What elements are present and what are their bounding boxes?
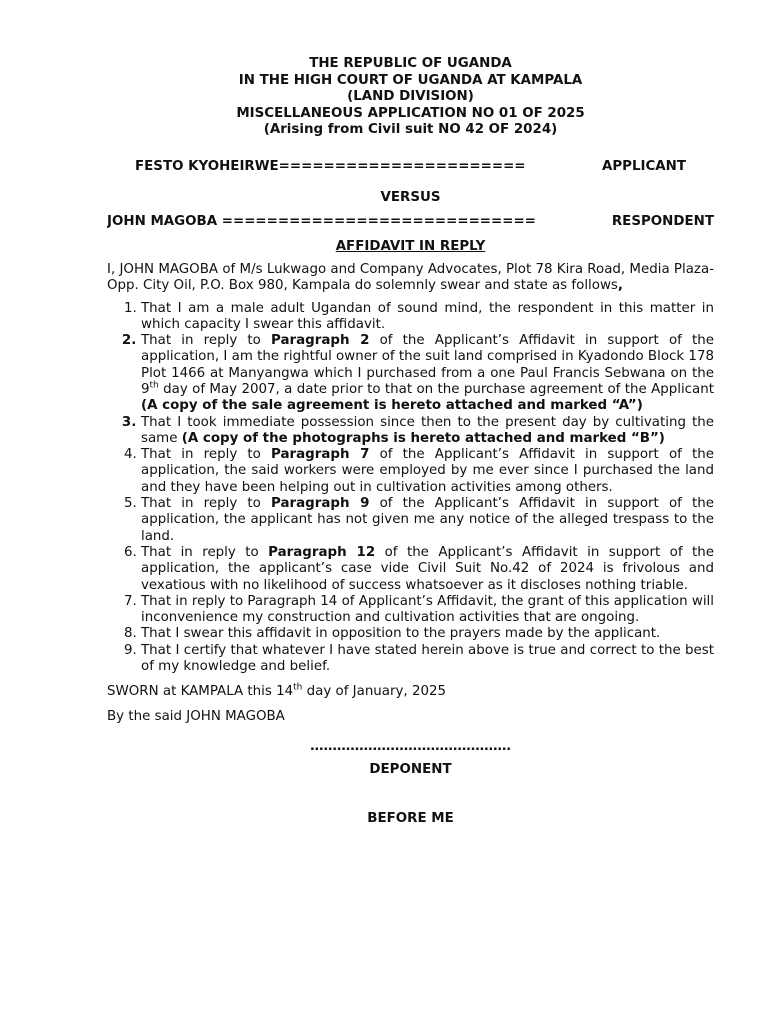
respondent-role: RESPONDENT <box>611 213 714 229</box>
respondent-separator: ============================ <box>221 213 536 229</box>
intro-paragraph: I, JOHN MAGOBA of M/s Lukwago and Company Advocates, Plot 78 Kira Road, Media Plaza- Opp. City Oil, P.O. Box 980, Kampala do solemnly swear and state as follows, <box>107 261 714 293</box>
deponent-label: DEPONENT <box>369 762 452 778</box>
header-arising-from: (Arising from Civil suit NO 42 OF 2024) <box>263 122 558 137</box>
paragraph-3: 3. That I took immediate possession since then to the present day by cultivating the same (A copy of the photographs is hereto attached and marked “B”) <box>141 415 714 448</box>
applicant-name: FESTO KYOHEIRWE <box>135 158 279 174</box>
paragraph-9: 9. That I certify that whatever I have stated herein above is true and correct to the best of my knowledge and belief. <box>141 643 714 676</box>
applicant-separator: ====================== <box>278 158 526 174</box>
header-application-no: MISCELLANEOUS APPLICATION NO 01 OF 2025 <box>236 105 585 121</box>
signature-line: ……………………………………… <box>310 739 511 755</box>
versus-label: VERSUS <box>380 189 441 205</box>
by-the-said: By the said JOHN MAGOBA <box>107 708 285 724</box>
affidavit-title: AFFIDAVIT IN REPLY <box>335 238 486 254</box>
before-me-label: BEFORE ME <box>367 811 454 827</box>
respondent-line <box>107 214 714 229</box>
paragraph-8: 8. That I swear this affidavit in opposition to the prayers made by the applicant. <box>141 626 714 642</box>
paragraph-6: 6. That in reply to Paragraph 12 of the Applicant’s Affidavit in support of the application, the applicant’s case vide Civil Suit No.42 of 2024 is frivolous and vexatious with no likelihood of success whatsoever as it discloses nothing triable. <box>141 545 714 594</box>
paragraph-7: 7. That in reply to Paragraph 14 of Applicant’s Affidavit, the grant of this application will inconvenience my construction and cultivation activities that are ongoing. <box>141 594 714 627</box>
court-header <box>107 56 714 139</box>
applicant-line <box>107 159 714 174</box>
paragraph-4: 4. That in reply to Paragraph 7 of the Applicant’s Affidavit in support of the application, the said workers were employed by me ever since I purchased the land and they have been helping out in cultivation activities among others. <box>141 447 714 496</box>
paragraph-1: 1. That I am a male adult Ugandan of sound mind, the respondent in this matter in which capacity I swear this affidavit. <box>141 301 714 334</box>
affidavit-body <box>107 56 714 826</box>
sworn-statement: SWORN at KAMPALA this 14th day of January, 2025 <box>107 682 447 700</box>
applicant-role: APPLICANT <box>601 158 686 174</box>
numbered-paragraphs <box>107 301 714 676</box>
paragraph-2: 2. That in reply to Paragraph 2 of the Applicant’s Affidavit in support of the application, I am the rightful owner of the suit land comprised in Kyadondo Block 178 Plot 1466 at Manyangwa which I purchased from a one Paul Francis Sebwana on the 9th day of May 2007, a date prior to that on the purchase agreement of the Applicant (A copy of the sale agreement is hereto attached and marked “A”) <box>141 333 714 414</box>
header-republic: THE REPUBLIC OF UGANDA <box>309 56 512 71</box>
paragraph-5: 5. That in reply to Paragraph 9 of the Applicant’s Affidavit in support of the application, the applicant has not given me any notice of the alleged trespass to the land. <box>141 496 714 545</box>
respondent-name: JOHN MAGOBA <box>107 213 218 229</box>
header-court: IN THE HIGH COURT OF UGANDA AT KAMPALA <box>238 72 583 88</box>
header-division: (LAND DIVISION) <box>347 89 474 104</box>
